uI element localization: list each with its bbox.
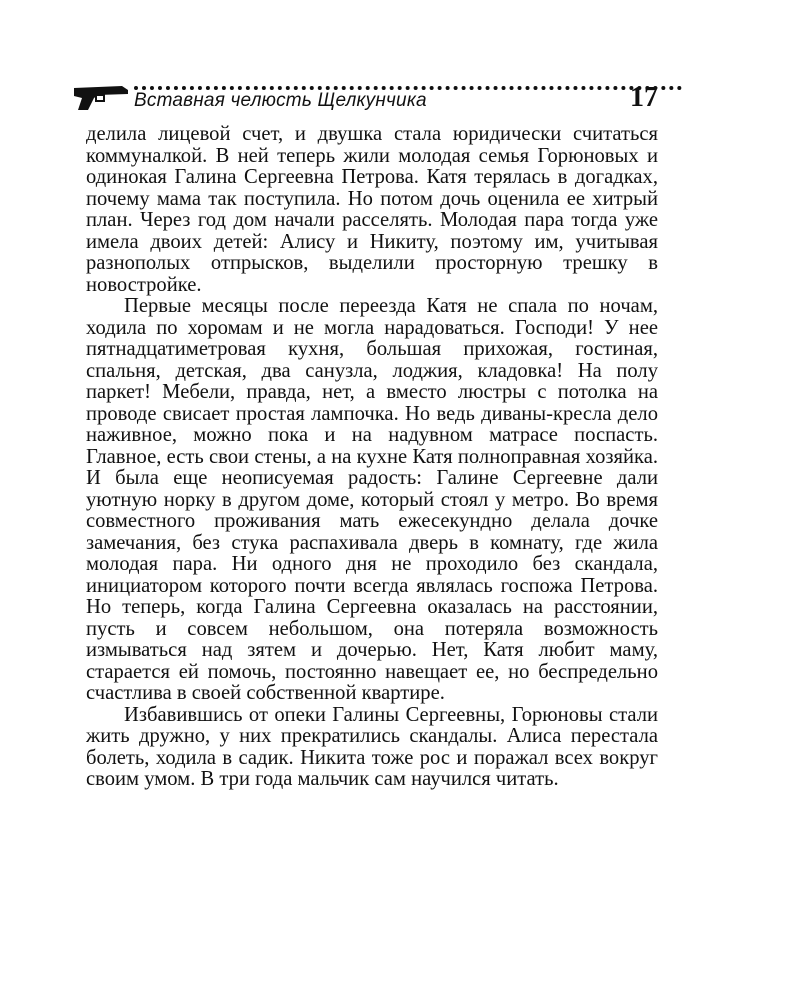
page-number: 17 — [630, 82, 658, 113]
paragraph: делила лицевой счет, и двушка стала юридически считаться коммуналкой. В ней теперь жили молодая семья Горюновых и одинокая Галина Сергеевна Петрова. Катя терялась в догадках, почему мама так поступила. Но потом дочь оценила ее хитрый план. Через год дом начали расселять. Молодая пара тогда уже имела двоих детей: Алису и Никиту, поэтому им, учитывая разнополых отпрысков, выделили просторную трешку в новостройке. — [86, 123, 658, 296]
paragraph: Избавившись от опеки Галины Сергеевны, Горюновы стали жить дружно, у них прекратились скандалы. Алиса перестала болеть, ходила в садик. Никита тоже рос и поражал всех вокруг своим умом. В три года мальчик сам научился читать. — [86, 703, 658, 790]
pistol-icon — [72, 82, 130, 112]
running-header — [72, 78, 662, 118]
body-text — [86, 124, 658, 791]
paragraph: Первые месяцы после переезда Катя не спала по ночам, ходила по хоромам и не могла нарадоваться. Господи! У нее пятнадцатиметровая кухня, большая прихожая, гостиная, спальня, детская, два санузла, лоджия, кладовка! На полу паркет! Мебели, правда, нет, а вместо люстры с потолка на проводе свисает простая лампочка. Но ведь диваны-кресла дело наживное, можно пока и на надувном матрасе поспасть. Главное, есть свои стены, а на кухне Катя полноправная хозяйка. И была еще неописуемая радость: Галине Сергеевне дали уютную норку в другом доме, который стоял у метро. Во время совместного проживания мать ежесекундно делала дочке замечания, без стука распахивала дверь в комнату, где жила молодая пара. Ни одного дня не проходило без скандала, инициатором которого почти всегда являлась госпожа Петрова. Но теперь, когда Галина Сергеевна оказалась на расстоянии, пусть и совсем небольшом, она потеряла возможность измываться над зятем и дочерью. Нет, Катя любит маму, старается ей помочь, постоянно навещает ее, но беспредельно счастлива в своей собственной квартире. — [86, 295, 658, 704]
running-title: Вставная челюсть Щелкунчика — [134, 90, 427, 111]
